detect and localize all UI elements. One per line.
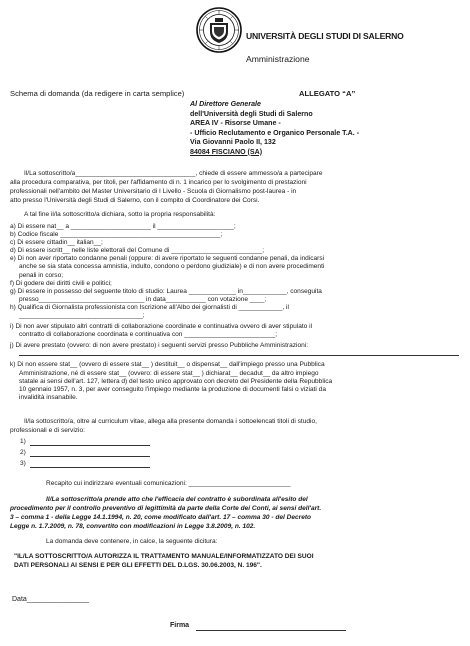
declaration-intro: A tal fine il/la sottoscritto/a dichiara, sotto la propria responsabilità: [24,211,216,218]
privacy-line: "IL/LA SOTTOSCRITTO/A AUTORIZZA IL TRATTAMENTO MANUALE/INFORMATIZZATO DEI SUOI [14,553,314,560]
declaration-item: c) Di essere cittadin__ italian__; [10,239,103,247]
declaration-item: k) Di non essere stat__ (ovvero di essere stat__ ) destituit__ o dispensat__ dall'impiego presso una Pubblica [10,361,325,369]
intro-line: alla procedura comparativa, per titoli, per l'affidamento di n. 1 incarico per lo svolgimento di prestazioni [10,179,307,186]
declaration-item-cont: contratto di collaborazione coordinata e continuativa con _________________________; [19,331,278,339]
form-schema-title: Schema di domanda (da redigere in carta semplice) [10,89,185,98]
declaration-item-cont: statale ai sensi dell'art. 127, lettera d) del testo unico approvato con decreto del Presidente della Repubblica [19,377,333,385]
address-line: Al Direttore Generale [190,100,261,108]
efficacy-line: 3 – comma 1 - della Legge 14.1.1994, n. 20, come modificato dall'art. 17 – comma 30 - del Decreto [10,514,312,521]
numbered-item: 1) [20,438,26,445]
intro-line: Il/La sottoscritto/a_________________________________, chiede di essere ammesso/a a partecipare [24,170,323,177]
blank-line [30,445,150,446]
declaration-item-cont: anche se sia stata concessa amnistia, indulto, condono o perdono giudiziale) e di non avere procedimenti [19,263,325,271]
numbered-item: 3) [20,460,26,467]
attachments-intro: Il/la sottoscritto/a, oltre al curriculum vitae, allega alla presente domanda i sottoelencati titoli di studio, [24,418,317,425]
declaration-item: h) Qualifica di Giornalista professionista con Iscrizione all'Albo dei giornalisti di ____________, il [10,303,289,311]
declaration-item: j) Di avere prestato (ovvero: di non avere prestato) i seguenti servizi presso Pubbliche Amministrazioni: [10,342,309,350]
declaration-item: b) Codice fiscale ____________________________________________; [10,231,223,239]
intro-line: professionali nell'ambito del Master Universitario di I Livello - Scuola di Giornalismo post-laurea - in [10,188,297,195]
declaration-item-cont: invalidità insanabile. [19,393,78,401]
efficacy-line: Il/La sottoscritto/a prende atto che l'efficacia del contratto è subordinata all'esito del [46,496,308,503]
declaration-list [10,223,460,402]
blank-line [19,355,459,356]
attachments-intro: professionali e di servizio: [10,427,85,434]
address-line: - Ufficio Reclutamento e Organico Personale T.A. - [190,128,360,137]
declaration-item: i) Di non aver stipulato altri contratti di collaborazione coordinate e continuativa ovvero di aver stipulato il [10,323,313,331]
declaration-item: d) Di essere iscritt__ nelle liste elettorali del Comune di _________________________; [10,247,265,255]
university-name: UNIVERSITÀ DEGLI STUDI DI SALERNO [246,31,404,41]
declaration-item: g) Di essere in possesso del seguente titolo di studio: Laurea _____________ in____________, conseguita [10,287,322,295]
address-line: 84084 FISCIANO (SA) [190,147,263,156]
efficacy-line: Legge n. 1.7.2009, n. 78, convertito con modificazioni in Legge 3.8.2009, n. 102. [10,523,256,530]
declaration-item: f) Di godere dei diritti civili e politici; [10,279,112,287]
privacy-line: DATI PERSONALI AI SENSI E PER GLI EFFETTI DEL D.LGS. 30.06.2003, N. 196". [14,562,262,569]
intro-line: atto presso l'Università degli Studi di Salerno, con il compito di Coordinatore dei Corsi. [10,197,260,204]
declaration-item-cont: presso_____________________________ in data___________ con votazione ____; [19,295,267,303]
signature-line [196,630,346,631]
declaration-item: a) Di essere nat__ a ______________________ il _____________________; [10,223,236,230]
signature-label: Firma [170,622,190,629]
address-line: AREA IV - Risorse Umane - [190,119,281,127]
declaration-item-cont: penali in corso; [19,271,64,279]
numbered-item: 2) [20,449,26,456]
calce-line: La domanda deve contenere, in calce, la seguente dicitura: [46,538,218,545]
recapito-line: Recapito cui indirizzare eventuali comunicazioni: ____________________________ [46,480,291,487]
blank-line [30,456,150,457]
efficacy-line: procedimento per il controllo preventivo di legittimità da parte della Corte dei Conti, ai sensi dell'art. [10,505,322,512]
declaration-item-cont: 10 gennaio 1957, n. 3, per aver conseguito l'impiego mediante la produzione di documenti falsi o viziati da [19,385,326,393]
address-line: Via Giovanni Paolo II, 132 [190,138,276,146]
attachment-label: ALLEGATO “A” [299,89,356,98]
declaration-item: e) Di non aver riportato condanne penali (oppure: di avere riportato le seguenti condanne penali, da indicarsi [10,255,325,263]
date-field: Data________________ [12,596,90,603]
declaration-item-cont: Amministrazione, né di essere stat__ (ovvero: di essere stat__ ) dichiarat__ decadut__ da altro impiego [19,369,319,377]
recipient-address [190,100,359,157]
university-seal-logo [196,7,242,53]
declaration-item-cont: __________________________________; [19,312,145,320]
address-line: dell'Università degli Studi di Salerno [190,109,313,118]
blank-line [30,467,150,468]
office-name: Amministrazione [246,54,310,64]
